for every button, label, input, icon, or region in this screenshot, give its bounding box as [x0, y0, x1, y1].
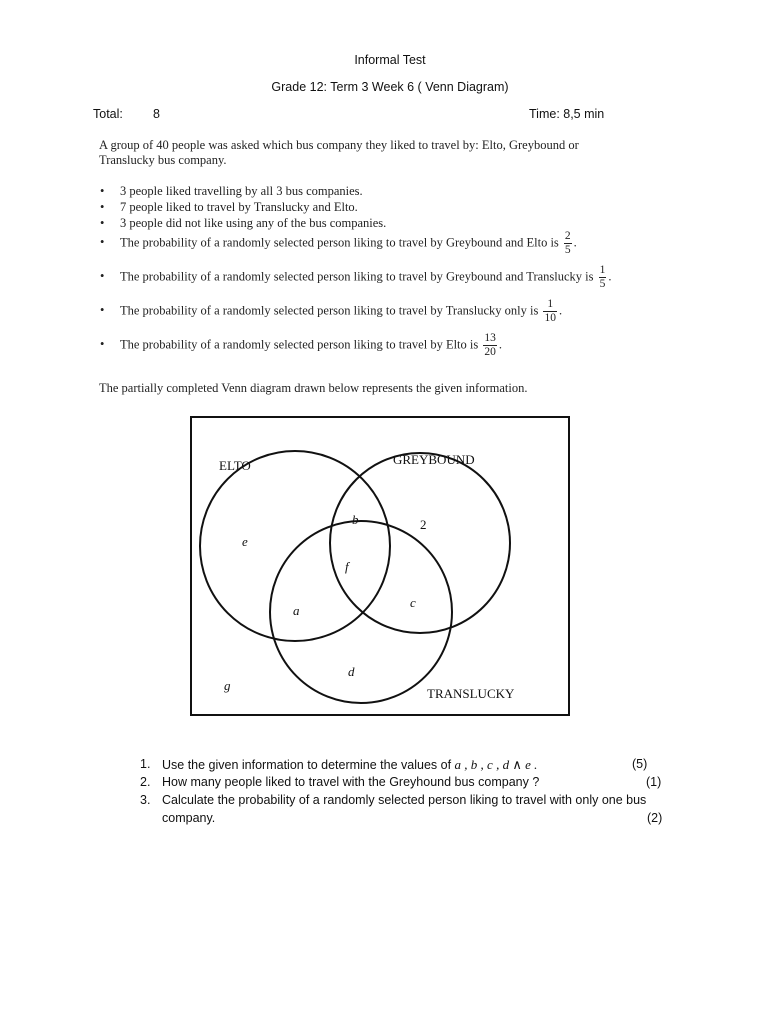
bullet-icon: •	[100, 200, 105, 214]
bullet-icon: •	[100, 337, 105, 352]
bullet-text: 3 people liked travelling by all 3 bus companies.	[120, 184, 363, 198]
bullet-text: The probability of a randomly selected person liking to travel by Translucky only is	[120, 303, 539, 318]
fraction	[599, 264, 607, 291]
fraction-denominator: 5	[599, 278, 606, 290]
region-d: d	[348, 664, 355, 679]
fraction	[543, 298, 557, 325]
fraction-denominator: 20	[484, 346, 496, 358]
bullet-item	[100, 332, 680, 359]
bullet-icon: •	[100, 269, 105, 284]
question-number: 2.	[140, 775, 151, 789]
question-text-continued: company.	[162, 811, 216, 825]
intro-line-2: Translucky bus company.	[99, 153, 227, 167]
question-text	[162, 757, 537, 773]
bullet-text: 3 people did not like using any of the bus companies.	[120, 216, 387, 230]
bullet-icon: •	[100, 235, 105, 250]
fraction	[564, 230, 572, 257]
fraction-denominator: 10	[544, 312, 556, 324]
bullet-text: The probability of a randomly selected person liking to travel by Greybound and Translucky is	[120, 269, 594, 284]
bullet-tail: .	[608, 269, 612, 284]
question-mark: (1)	[646, 775, 662, 789]
fraction	[483, 332, 497, 359]
time-limit: Time: 8,5 min	[529, 107, 605, 121]
intro-line-1: A group of 40 people was asked which bus company they liked to travel by: Elto, Greybound or	[99, 138, 579, 152]
test-title: Informal Test	[354, 53, 426, 67]
region-c: c	[410, 595, 416, 610]
elto-label: ELTO	[219, 458, 251, 473]
venn-caption: The partially completed Venn diagram drawn below represents the given information.	[99, 381, 528, 395]
bullet-item	[100, 216, 680, 231]
test-subtitle: Grade 12: Term 3 Week 6 ( Venn Diagram)	[271, 80, 509, 94]
bullet-item	[100, 200, 680, 215]
bullet-text: 7 people liked to travel by Translucky and Elto.	[120, 200, 358, 214]
bullet-icon: •	[100, 216, 105, 230]
bullet-text: The probability of a randomly selected person liking to travel by Greybound and Elto is	[120, 235, 559, 250]
region-b: b	[352, 512, 359, 527]
fraction-denominator: 5	[564, 244, 571, 256]
bullet-item	[100, 298, 680, 325]
bullet-item	[100, 230, 680, 257]
bullet-tail: .	[558, 303, 563, 318]
greybound-label: GREYBOUND	[393, 452, 475, 467]
question-mark: (2)	[647, 811, 663, 825]
question-item	[140, 775, 680, 793]
fraction-numerator: 2	[564, 230, 571, 242]
question-number: 1.	[140, 757, 151, 771]
region-f: f	[345, 559, 349, 574]
question-item	[140, 793, 680, 829]
translucky-label: TRANSLUCKY	[427, 686, 515, 701]
question-number: 3.	[140, 793, 151, 807]
bullet-item	[100, 264, 680, 291]
bullet-icon: •	[100, 184, 105, 198]
fraction-numerator: 13	[484, 332, 496, 344]
fraction-numerator: 1	[543, 298, 557, 312]
venn-diagram	[185, 410, 575, 722]
question-text-main: Use the given information to determine the values of	[162, 758, 452, 772]
fraction-numerator: 1	[599, 264, 606, 276]
total-label: Total:	[93, 107, 123, 121]
region-a: a	[293, 603, 300, 618]
question-text: How many people liked to travel with the Greyhound bus company ?	[162, 775, 540, 789]
question-text: Calculate the probability of a randomly selected person liking to travel with only one bus	[162, 793, 647, 807]
region-e: e	[242, 534, 248, 549]
bullet-icon: •	[100, 303, 105, 318]
question-mark: (5)	[632, 757, 648, 771]
bullet-tail: .	[573, 235, 577, 250]
bullet-tail: .	[498, 337, 502, 352]
question-variables: a , b , c , d ∧ e .	[454, 757, 538, 772]
bullet-text: The probability of a randomly selected person liking to travel by Elto is	[120, 337, 479, 352]
total-value: 8	[153, 107, 160, 121]
bullet-item	[100, 184, 680, 199]
region-g: g	[224, 678, 231, 693]
region-two: 2	[420, 517, 427, 532]
question-item	[140, 757, 680, 775]
